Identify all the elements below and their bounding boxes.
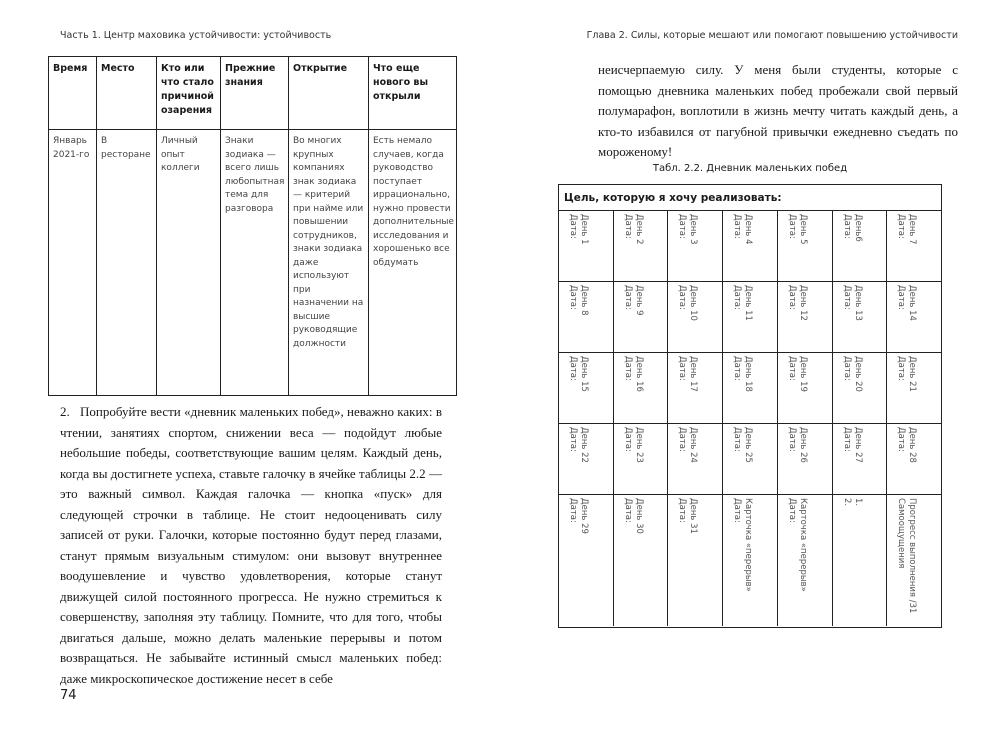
diary-cell-label: Самоощущения — [896, 498, 907, 569]
diary-cell-label: Дата: — [786, 427, 797, 452]
diary-cell — [559, 424, 614, 494]
table-cell: В ресторане — [97, 130, 157, 396]
diary-cell-label: Дата: — [622, 214, 633, 239]
diary-cell — [559, 495, 614, 626]
diary-cell-label: Дата: — [677, 356, 688, 381]
diary-cell-label: День 18 — [743, 356, 754, 392]
table-row — [49, 130, 457, 396]
diary-cell-label: Дата: — [568, 285, 578, 310]
diary-cell-label: Дата: — [732, 498, 743, 523]
table-cell: Во многих крупных компаниях знак зодиака — критерий при найме или повышении сотрудников, знаки зодиака даже используют при назначении на высшие руководящие должности — [289, 130, 369, 396]
diary-cell-label: День 14 — [907, 285, 918, 321]
diary-cell-label: Дата: — [896, 427, 907, 452]
diary-cell — [778, 495, 833, 626]
diary-cell — [723, 495, 778, 626]
diary-cell-label: День 1 — [579, 214, 589, 245]
diary-cell — [723, 211, 778, 281]
diary-cell-label: День 29 — [579, 498, 589, 534]
diary-cell-label: Дата: — [622, 498, 633, 523]
diary-cell-label: День 4 — [743, 214, 754, 245]
diary-cell-label: День 2 — [633, 214, 644, 245]
diary-cell-label: Дата: — [622, 356, 633, 381]
diary-cell-label: Дата: — [896, 356, 907, 381]
diary-row — [559, 353, 941, 424]
diary-cell-label: Дата: — [677, 498, 688, 523]
diary-cell-label: День 26 — [797, 427, 808, 463]
diary-cell — [668, 282, 723, 352]
diary-cell-label: День 22 — [579, 427, 589, 463]
column-header: Время — [49, 57, 97, 130]
diary-cell — [778, 211, 833, 281]
goal-header: Цель, которую я хочу реализовать: — [559, 185, 941, 211]
diary-cell-label: День 3 — [688, 214, 699, 245]
table-cell: Есть немало случаев, когда руководство поступает иррационально, нужно провести дополнительные исследования и хорошенько все обдумать — [369, 130, 457, 396]
right-page — [500, 0, 1000, 735]
column-header: Что еще нового вы открыли — [369, 57, 457, 130]
diary-cell-label: 1. — [852, 498, 863, 507]
diary-cell-label: День 7 — [907, 214, 918, 245]
table-cell: Январь 2021-го — [49, 130, 97, 396]
diary-row — [559, 424, 941, 495]
page-number: 74 — [60, 688, 77, 703]
diary-cell-label: Дата: — [841, 285, 852, 310]
diary-cell-label: День 13 — [852, 285, 863, 321]
diary-cell — [887, 424, 941, 494]
diary-cell — [887, 211, 941, 281]
running-header: Глава 2. Силы, которые мешают или помогают повышению устойчивости — [586, 30, 958, 41]
diary-cell — [614, 495, 669, 626]
diary-cell-label: День 30 — [633, 498, 644, 534]
body-text — [598, 60, 958, 163]
column-header: Кто или что стало причиной озарения — [157, 57, 221, 130]
diary-cell-label: Дата: — [622, 427, 633, 452]
diary-cell-label: День 17 — [688, 356, 699, 392]
small-wins-diary-table — [558, 184, 942, 628]
diary-cell — [778, 353, 833, 423]
table-cell: Знаки зодиака — всего лишь любопытная тема для разговора — [221, 130, 289, 396]
list-item-number: 2. — [60, 404, 70, 419]
diary-cell — [668, 424, 723, 494]
diary-cell — [723, 282, 778, 352]
diary-cell-label: Дата: — [896, 285, 907, 310]
diary-cell — [559, 353, 614, 423]
diary-cell-label: День 28 — [907, 427, 918, 463]
diary-cell — [833, 353, 888, 423]
diary-cell-label: Дата: — [622, 285, 633, 310]
diary-cell-label: День 23 — [633, 427, 644, 463]
paragraph: Попробуйте вести «дневник маленьких побед», неважно каких: в чтении, занятиях спортом, снижении веса — подойдут любые небольшие победы, соответствующие вашим целям. Каждый день, когда вы достигнете успеха, ставьте галочку в ячейке таблицы 2.2 — это важный символ. Каждая галочка — кнопка «пуск» для следующей строчки в таблице. Не стоит недооценивать силу записей от руки. Галочки, которые постоянно будут перед глазами, станут прямым визуальным стимулом: они вызовут внутреннее воодушевление и чувство удовлетворения, которые станут движущей силой постоянного прогресса. Не нужно стремиться к совершенству, заполняя эту таблицу. Помните, что для того, чтобы двигаться дальше, можно делать маленькие перерывы и потом возвращаться. Не забывайте истинный смысл маленьких побед: даже микроскопическое достижение несет в себе — [60, 404, 442, 686]
diary-cell-label: День 9 — [633, 285, 644, 316]
diary-cell-label: Дата: — [568, 427, 578, 452]
diary-cell — [887, 495, 941, 626]
insight-table — [48, 56, 457, 396]
diary-cell-label: Карточка «перерыв» — [797, 498, 808, 592]
diary-cell-label: День6 — [852, 214, 863, 242]
diary-cell — [778, 282, 833, 352]
diary-cell-label: День 15 — [579, 356, 589, 392]
paragraph: неисчерпаемую силу. У меня были студенты, которые с помощью дневника маленьких побед пробежали свой первый полумарафон, воплотили в жизнь мечту читать каждый день, а кто-то избавился от пагубной привычки ежедневно съедать по мороженому! — [598, 62, 958, 159]
diary-cell — [668, 211, 723, 281]
diary-cell-label: День 10 — [688, 285, 699, 321]
diary-cell — [668, 495, 723, 626]
diary-cell — [833, 424, 888, 494]
diary-cell-label: Дата: — [841, 356, 852, 381]
diary-cell — [833, 211, 888, 281]
diary-cell-label: Дата: — [677, 214, 688, 239]
running-header: Часть 1. Центр маховика устойчивости: устойчивость — [60, 30, 332, 41]
diary-cell-label: Дата: — [786, 214, 797, 239]
diary-cell-label: День 8 — [579, 285, 589, 316]
table-header-row — [49, 57, 457, 130]
diary-cell-label: 2. — [841, 498, 852, 507]
diary-cell — [668, 353, 723, 423]
diary-cell-label: День 5 — [797, 214, 808, 245]
body-text — [60, 402, 442, 689]
diary-cell-label: День 16 — [633, 356, 644, 392]
column-header: Открытие — [289, 57, 369, 130]
table-caption: Табл. 2.2. Дневник маленьких побед — [652, 163, 848, 174]
diary-cell-label: Дата: — [732, 214, 743, 239]
diary-cell-label: Карточка «перерыв» — [743, 498, 754, 592]
diary-cell-label: Дата: — [841, 427, 852, 452]
diary-cell — [559, 211, 614, 281]
diary-cell-label: День 25 — [743, 427, 754, 463]
diary-cell-label: День 19 — [797, 356, 808, 392]
diary-cell — [614, 424, 669, 494]
diary-cell-label: Дата: — [732, 356, 743, 381]
diary-cell-label: День 20 — [852, 356, 863, 392]
diary-cell-label: Дата: — [568, 214, 578, 239]
diary-cell-label: День 12 — [797, 285, 808, 321]
diary-row — [559, 211, 941, 282]
diary-row — [559, 282, 941, 353]
diary-cell-label: День 27 — [852, 427, 863, 463]
column-header: Прежние знания — [221, 57, 289, 130]
diary-cell — [614, 353, 669, 423]
diary-cell — [833, 282, 888, 352]
diary-cell — [778, 424, 833, 494]
diary-cell-label: Дата: — [677, 285, 688, 310]
diary-cell-label: Прогресс выполнения /31 — [907, 498, 918, 614]
diary-row — [559, 495, 941, 626]
diary-cell — [887, 282, 941, 352]
column-header: Место — [97, 57, 157, 130]
diary-cell-label: Дата: — [732, 285, 743, 310]
diary-cell-label: День 11 — [743, 285, 754, 321]
diary-cell-label: Дата: — [786, 285, 797, 310]
diary-cell-label: День 24 — [688, 427, 699, 463]
diary-cell — [723, 424, 778, 494]
diary-cell-label: Дата: — [786, 498, 797, 523]
diary-cell-label: День 21 — [907, 356, 918, 392]
diary-cell — [614, 282, 669, 352]
diary-cell-label: Дата: — [786, 356, 797, 381]
diary-cell — [614, 211, 669, 281]
diary-cell-label: Дата: — [896, 214, 907, 239]
table-cell: Личный опыт коллеги — [157, 130, 221, 396]
diary-cell-label: Дата: — [677, 427, 688, 452]
diary-cell-label: Дата: — [732, 427, 743, 452]
diary-cell — [723, 353, 778, 423]
diary-cell-label: Дата: — [568, 498, 578, 523]
diary-cell — [887, 353, 941, 423]
diary-cell-label: День 31 — [688, 498, 699, 534]
diary-cell — [559, 282, 614, 352]
diary-cell-label: Дата: — [568, 356, 578, 381]
diary-cell-label: Дата: — [841, 214, 852, 239]
diary-cell — [833, 495, 888, 626]
